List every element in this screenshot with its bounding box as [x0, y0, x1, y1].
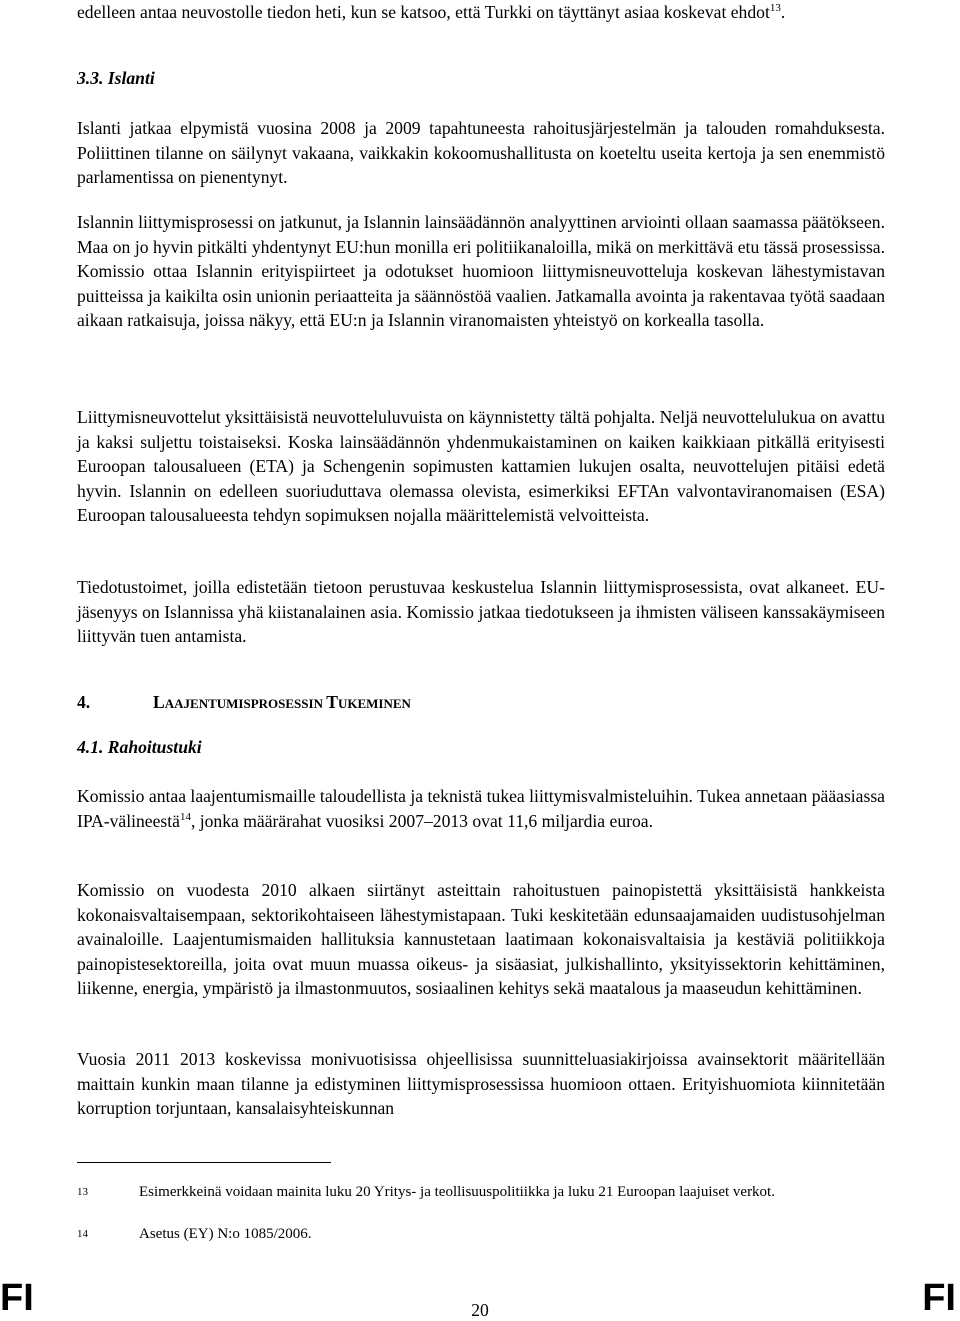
section-4-heading: 4. LAAJENTUMISPROSESSIN TUKEMINEN [77, 692, 411, 712]
rahoitus-paragraph-2: Komissio on vuodesta 2010 alkaen siirtänyt asteittain rahoitustuen painopistettä yksittäisistä hankkeista kokonaisvaltaisempaan, sektorikohtaiseen lähestymistapaan. Tuki keskitetään edunsaajamaiden uudistusohjelman avainaloille. Laajentumismaiden hallituksia kannustetaan laatimaan kokonaisvaltaisia ja kestäviä politiikkoja painopistesektoreilla, joita ovat muun muassa oikeus- ja sisäasiat, julkishallinto, yksityissektorin kehittäminen, liikenne, energia, ympäristö ja ilmastonmuutos, sosiaalinen kehitys sekä maatalous ja maaseudun kehittäminen. [77, 880, 885, 998]
top-continuation-paragraph: edelleen antaa neuvostolle tiedon heti, kun se katsoo, että Turkki on täyttänyt asiaa koskevat ehdot$^{13}$. [77, 2, 786, 22]
section-4-1-heading: 4.1. Rahoitustuki [77, 737, 202, 757]
section-3-3-heading: 3.3. Islanti [77, 68, 155, 88]
rahoitus-paragraph-3: Vuosia 2011 2013 koskevissa monivuotisissa ohjeellisissa suunnitteluasiakirjoissa avainsektorit määritellään maittain kunkin maan tilanne ja edistyminen liittymisprosessissa huomioon ottaen. Erityishuomiota kiinnitetään korruption torjuntaan, kansalaisyhteiskunnan [77, 1049, 885, 1118]
footnote-ref-13[interactable]: 13 [769, 2, 781, 15]
footnote-13: 13 Esimerkkeinä voidaan mainita luku 20 Yritys- ja teollisuuspolitiikka ja luku 21 Euroopan laajuiset verkot. [77, 1184, 775, 1200]
footnote-14: 14 Asetus (EY) N:o 1085/2006. [77, 1226, 312, 1242]
rahoitus-paragraph-1: Komissio antaa laajentumismaille taloudellista ja teknistä tukea liittymisvalmisteluihin. Tukea annetaan pääasiassa IPA-välineestä$^{14}$, jonka määrärahat vuosiksi 2007–2013 ovat 11,6 miljardia euroa. [77, 786, 885, 831]
footer-language-right: FI [922, 1277, 956, 1319]
footnote-ref-14[interactable]: 14 [179, 810, 191, 823]
islanti-paragraph-1: Islanti jatkaa elpymistä vuosina 2008 ja 2009 tapahtuneesta rahoitusjärjestelmän ja talouden romahduksesta. Poliittinen tilanne on säilynyt vakaana, vaikkakin kokoomushallitusta on koeteltu useita kertoja ja sen enemmistö parlamentissa on pienentynyt. [77, 118, 885, 187]
islanti-paragraph-2: Islannin liittymisprosessi on jatkunut, ja Islannin lainsäädännön analyyttinen arviointi ollaan saamassa päätökseen. Maa on jo hyvin pitkälti yhdentynyt EU:hun monilla eri politiikanaloilla, mikä on merkittävä etu tässä prosessissa. Komissio ottaa Islannin erityispiirteet ja odotukset huomioon liittymisneuvotteluja koskevan lähestymistavan puitteissa ja kaikilta osin unionin periaatteita ja säännöstöä vaalien. Jatkamalla avointa ja rakentavaa työtä saadaan aikaan ratkaisuja, joissa näkyy, että EU:n ja Islannin viranomaisten yhteistyö on korkealla tasolla. [77, 212, 885, 330]
page-number: 20 [471, 1300, 489, 1320]
footer-language-left: FI [0, 1277, 34, 1319]
islanti-paragraph-4: Tiedotustoimet, joilla edistetään tietoon perustuvaa keskustelua Islannin liittymisprosessista, ovat alkaneet. EU-jäsenyys on Islannissa yhä kiistanalainen asia. Komissio jatkaa tiedotukseen ja ihmisten väliseen kanssakäymiseen liittyvän tuen antamista. [77, 577, 885, 646]
footnote-divider [77, 1162, 331, 1163]
islanti-paragraph-3: Liittymisneuvottelut yksittäisistä neuvotteluluvuista on käynnistetty tältä pohjalta. Neljä neuvottelulukua on avattu ja kaksi suljettu toistaiseksi. Koska lainsäädännön yhdenmukaistaminen on kaiken kaikkiaan pitkällä erityisesti Euroopan talousalueen (ETA) ja Schengenin sopimusten kattamien lukujen osalta, neuvottelujen pitäisi edetä hyvin. Islannin on edelleen suoriuduttava olemassa olevista, esimerkiksi EFTAn valvontaviranomaisen (ESA) Euroopan talousalueesta tehdyn sopimuksen nojalla määrittelemistä velvoitteista. [77, 407, 885, 525]
